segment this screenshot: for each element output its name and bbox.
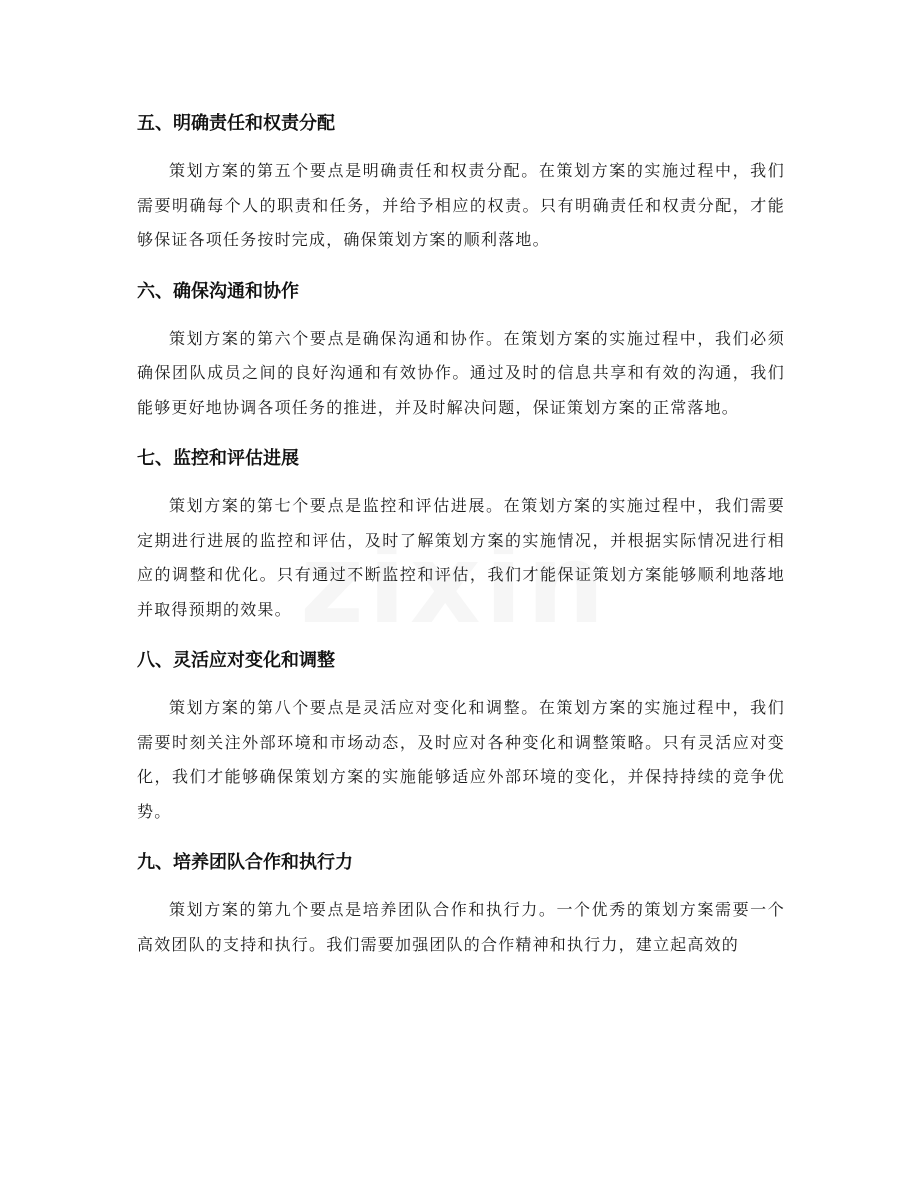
section-6 bbox=[137, 272, 785, 426]
section-paragraph: 策划方案的第八个要点是灵活应对变化和调整。在策划方案的实施过程中，我们需要时刻关注外部环境和市场动态，及时应对各种变化和调整策略。只有灵活应对变化，我们才能够确保策划方案的实施能够适应外部环境的变化，并保持持续的竞争优势。 bbox=[137, 698, 785, 821]
section-heading: 九、培养团队合作和执行力 bbox=[137, 852, 353, 873]
section-paragraph: 策划方案的第九个要点是培养团队合作和执行力。一个优秀的策划方案需要一个高效团队的支持和执行。我们需要加强团队的合作精神和执行力，建立起高效的 bbox=[137, 900, 785, 954]
section-paragraph: 策划方案的第五个要点是明确责任和权责分配。在策划方案的实施过程中，我们需要明确每个人的职责和任务，并给予相应的权责。只有明确责任和权责分配，才能够保证各项任务按时完成，确保策划方案的顺利落地。 bbox=[137, 161, 785, 249]
section-heading: 六、确保沟通和协作 bbox=[137, 280, 299, 302]
section-5 bbox=[137, 104, 785, 258]
document-body bbox=[137, 104, 785, 976]
section-7 bbox=[137, 439, 785, 627]
section-heading: 五、明确责任和权责分配 bbox=[137, 113, 335, 134]
section-heading: 八、灵活应对变化和调整 bbox=[137, 650, 335, 671]
section-paragraph: 策划方案的第七个要点是监控和评估进展。在策划方案的实施过程中，我们需要定期进行进展的监控和评估，及时了解策划方案的实施情况，并根据实际情况进行相应的调整和优化。只有通过不断监控和评估，我们才能保证策划方案能够顺利地落地并取得预期的效果。 bbox=[137, 496, 785, 619]
section-8 bbox=[137, 641, 785, 829]
section-heading: 七、监控和评估进展 bbox=[137, 448, 299, 469]
section-9 bbox=[137, 843, 785, 962]
section-paragraph: 策划方案的第六个要点是确保沟通和协作。在策划方案的实施过程中，我们必须确保团队成员之间的良好沟通和有效协作。通过及时的信息共享和有效的沟通，我们能够更好地协调各项任务的推进，并及时解决问题，保证策划方案的正常落地。 bbox=[137, 328, 785, 417]
